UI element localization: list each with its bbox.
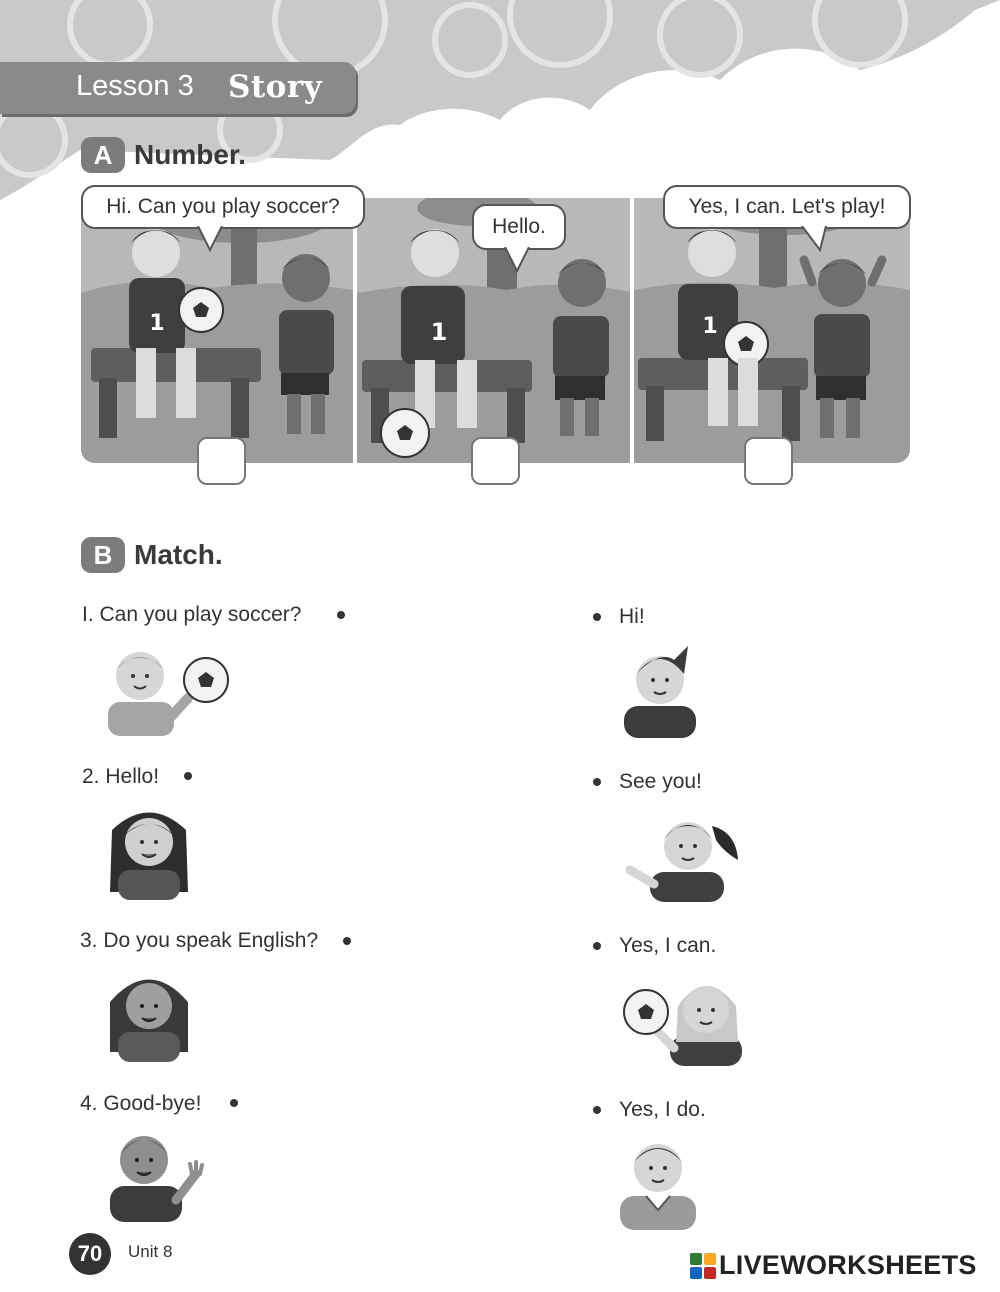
- portrait-boy-collar-shirt: [616, 1130, 700, 1230]
- speech-bubble-3-text: Yes, I can. Let's play!: [688, 195, 886, 218]
- portrait-boy-waving: [104, 1122, 214, 1222]
- story-scene-3: [634, 198, 910, 463]
- match-dot-left-3[interactable]: [343, 937, 351, 945]
- lesson-label: Lesson 3: [76, 70, 194, 102]
- liveworksheets-brand: [690, 1250, 977, 1281]
- speech-bubble-1-text: Hi. Can you play soccer?: [106, 195, 340, 218]
- portrait-girl-ponytail: [618, 802, 748, 902]
- section-b-badge: B: [81, 537, 125, 573]
- match-answer-4: Yes, I do.: [619, 1098, 706, 1121]
- number-answer-box-1[interactable]: [197, 437, 246, 485]
- svg-text:1: 1: [702, 314, 718, 339]
- page-number: 70: [69, 1233, 111, 1275]
- match-dot-left-2[interactable]: [184, 772, 192, 780]
- match-answer-2: See you!: [619, 770, 702, 793]
- portrait-girl-with-ball: [618, 966, 748, 1066]
- match-prompt-4: 4. Good-bye!: [80, 1092, 202, 1115]
- lesson-banner: [0, 62, 356, 114]
- match-prompt-3: 3. Do you speak English?: [80, 929, 319, 952]
- section-a-badge: A: [81, 137, 125, 173]
- match-dot-right-2[interactable]: [593, 778, 601, 786]
- lesson-title: Story: [228, 69, 323, 105]
- section-a-title: Number.: [134, 139, 247, 170]
- speech-bubble-1-tail: [196, 226, 226, 252]
- match-dot-right-3[interactable]: [593, 942, 601, 950]
- match-dot-left-4[interactable]: [230, 1099, 238, 1107]
- svg-text:1: 1: [430, 318, 448, 346]
- speech-bubble-3-tail: [800, 226, 830, 252]
- portrait-boy-spiky-hair: [618, 638, 702, 738]
- match-answer-3: Yes, I can.: [619, 934, 717, 957]
- section-b-title: Match.: [134, 539, 223, 570]
- match-prompt-1: I. Can you play soccer?: [82, 603, 302, 626]
- speech-bubble-3: [663, 185, 911, 229]
- speech-bubble-2-tail: [503, 247, 533, 273]
- match-prompt-2: 2. Hello!: [82, 765, 160, 788]
- match-answer-1: Hi!: [619, 605, 645, 628]
- speech-bubble-1: [81, 185, 365, 229]
- speech-bubble-2-text: Hello.: [492, 215, 546, 238]
- speech-bubble-2: [472, 204, 566, 250]
- unit-label: Unit 8: [128, 1242, 173, 1261]
- match-dot-left-1[interactable]: [337, 611, 345, 619]
- liveworksheets-wordmark: LIVEWORKSHEETS: [719, 1250, 977, 1280]
- portrait-boy-with-ball: [104, 640, 234, 736]
- number-answer-box-3[interactable]: [744, 437, 793, 485]
- section-a-heading: [81, 137, 246, 173]
- portrait-girl-long-hair: [104, 800, 194, 900]
- liveworksheets-logo-icon: [690, 1253, 716, 1279]
- section-b-heading: [81, 537, 223, 573]
- shirt-number: 1: [149, 311, 165, 336]
- portrait-girl-curly-hair: [104, 962, 194, 1062]
- match-dot-right-4[interactable]: [593, 1106, 601, 1114]
- number-answer-box-2[interactable]: [471, 437, 520, 485]
- story-panel-3: [634, 198, 910, 463]
- match-dot-right-1[interactable]: [593, 613, 601, 621]
